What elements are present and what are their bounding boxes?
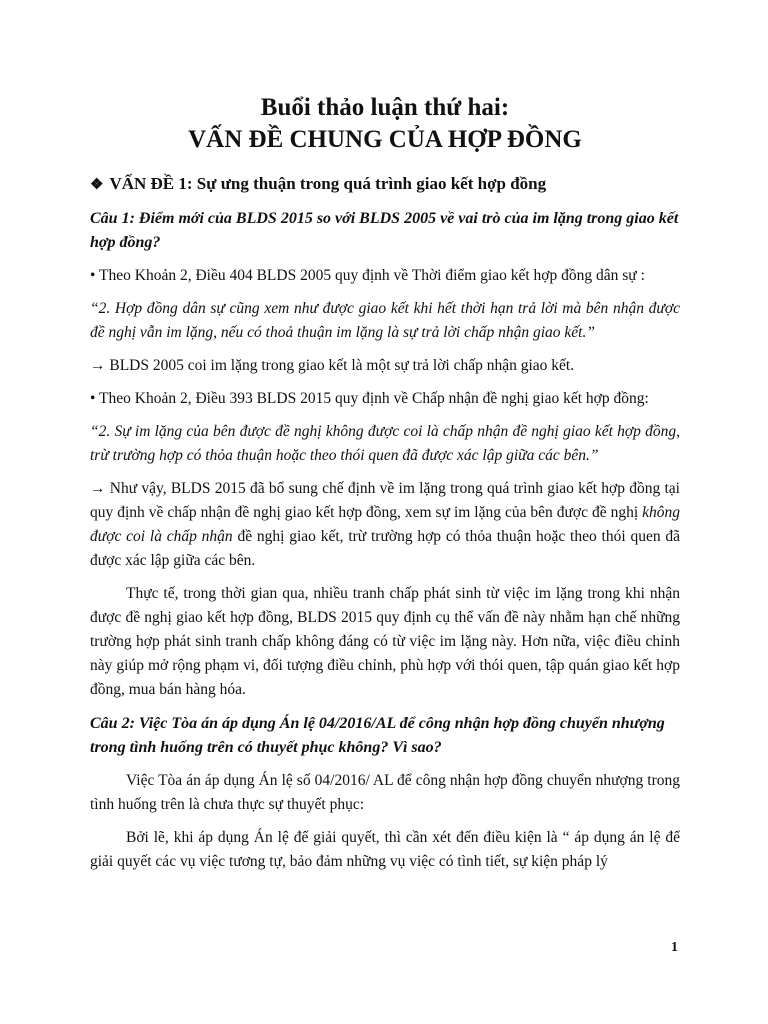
paragraph-7: Bởi lẽ, khi áp dụng Án lệ để giải quyết, thì cần xét đến điều kiện là “ áp dụng án lệ để giải quyết các vụ việc tương tự, bảo đảm những vụ việc có tình tiết, sự kiện pháp lý — [90, 829, 680, 870]
paragraph-4-part-a: → Như vậy, BLDS 2015 đã bổ sung chế định về im lặng trong quá trình giao kết hợp đồng tại quy định về chấp nhận đề nghị giao kết hợp đồng, xem sự im lặng của bên được đề nghị — [90, 480, 680, 521]
section-heading — [90, 172, 680, 197]
diamond-bullet-icon: ❖ — [90, 177, 104, 193]
paragraph-4-italic: không được coi là chấp nhận — [90, 504, 680, 545]
paragraph-6: Việc Tòa án áp dụng Án lệ số 04/2016/ AL để công nhận hợp đồng chuyển nhượng trong tình huống trên là chưa thực sự thuyết phục: — [90, 772, 680, 813]
page-number: 1 — [671, 940, 678, 955]
document-title-line2: VẤN ĐỀ CHUNG CỦA HỢP ĐỒNG — [188, 126, 582, 153]
paragraph-2: → BLDS 2005 coi im lặng trong giao kết là một sự trả lời chấp nhận giao kết. — [90, 357, 575, 374]
question-2: Câu 2: Việc Tòa án áp dụng Án lệ 04/2016/AL để công nhận hợp đồng chuyển nhượng trong tình huống trên có thuyết phục không? Vì sao? — [90, 715, 665, 756]
paragraph-3: • Theo Khoản 2, Điều 393 BLDS 2015 quy định về Chấp nhận đề nghị giao kết hợp đồng: — [90, 390, 649, 407]
document-content — [90, 92, 680, 874]
paragraph-1: • Theo Khoản 2, Điều 404 BLDS 2005 quy định về Thời điểm giao kết hợp đồng dân sự : — [90, 267, 645, 284]
section-heading-text: VẤN ĐỀ 1: Sự ưng thuận trong quá trình giao kết hợp đồng — [109, 174, 547, 193]
quote-1: “2. Hợp đồng dân sự cũng xem như được giao kết khi hết thời hạn trả lời mà bên nhận được đề nghị vẫn im lặng, nếu có thoả thuận im lặng là sự trả lời chấp nhận giao kết.” — [90, 300, 680, 341]
paragraph-4-part-b: đề nghị giao kết, trừ trường hợp có thỏa thuận hoặc theo thói quen đã được xác lập giữa các bên. — [90, 528, 680, 569]
question-1: Câu 1: Điểm mới của BLDS 2015 so với BLDS 2005 về vai trò của im lặng trong giao kết hợp đồng? — [90, 210, 679, 251]
paragraph-5: Thực tế, trong thời gian qua, nhiều tranh chấp phát sinh từ việc im lặng trong khi nhận được đề nghị giao kết hợp đồng, BLDS 2015 quy định cụ thể vấn đề này nhằm hạn chế những trường hợp phát sinh tranh chấp không đáng có từ việc im lặng này. Hơn nữa, việc điều chỉnh này giúp mở rộng phạm vi, đối tượng điều chỉnh, phù hợp với thói quen, tập quán giao kết hợp đồng, mua bán hàng hóa. — [90, 585, 680, 698]
document-title-line1: Buổi thảo luận thứ hai: — [260, 94, 510, 121]
paragraph-4 — [90, 477, 680, 573]
quote-2: “2. Sự im lặng của bên được đề nghị không được coi là chấp nhận đề nghị giao kết hợp đồng, trừ trường hợp có thỏa thuận hoặc theo thói quen đã được xác lập giữa các bên.” — [90, 423, 680, 464]
